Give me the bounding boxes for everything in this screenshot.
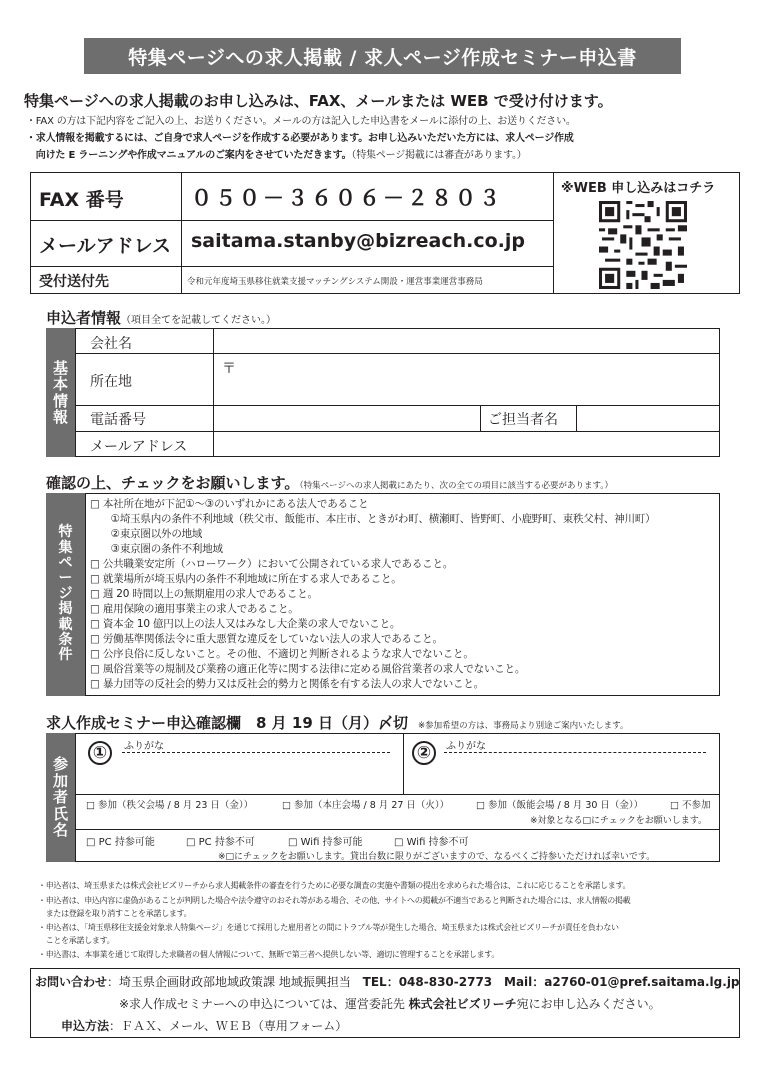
fine-print-line: ・申込者は、埼玉県または株式会社ビズリーチから求人掲載条件の審査を行うために必要な調査の実施や書類の提出を求められた場合は、これに応じることを承諾します。 [38, 881, 631, 890]
wifi-bring-checkbox[interactable]: □ Wifi 持参可能 [288, 837, 363, 848]
destination-value: 令和元年度埼玉県移住就業支援マッチングシステム開設・運営事業運営事務局 [187, 277, 483, 287]
check-item[interactable]: □ 公共職業安定所（ハローワーク）において公開されている求人であること。 [90, 558, 454, 570]
note-elearning: 向けた E ラーニングや作成マニュアルのご案内をさせていただきます。（特集ページ掲載には審査があります。） [26, 150, 527, 161]
postal-mark: 〒 [222, 361, 236, 377]
furigana-label-2: ふりがな [446, 741, 486, 752]
fine-print-line: ・申込書は、本事業を通じて取得した求職者の個人情報について、無断で第三者へ提供しない等、適切に管理することを承諾します。 [38, 950, 500, 959]
furigana-label-1: ふりがな [124, 741, 164, 752]
check-item[interactable]: □ 資本金 10 億円以上の法人又はみなし大企業の求人でないこと。 [90, 618, 401, 630]
person-field[interactable] [577, 406, 719, 431]
destination-label: 受付送付先 [39, 274, 109, 290]
seminar-table [75, 733, 720, 862]
company-label: 会社名 [90, 336, 132, 352]
qr-code-icon[interactable] [599, 201, 687, 289]
pc-no-bring-checkbox[interactable]: □ PC 持参不可 [186, 837, 255, 848]
fax-label: FAX 番号 [39, 189, 124, 211]
apply-method-line: 申込方法：ＦＡＸ、メール、ＷＥＢ（専用フォーム） [61, 1019, 348, 1033]
inquiry-box [30, 968, 740, 1038]
pc-bring-checkbox[interactable]: □ PC 持参可能 [86, 837, 155, 848]
venue-chichibu-checkbox[interactable]: □ 参加（秩父会場 / 8 月 23 日（金）） [86, 800, 254, 811]
person-label: ご担当者名 [488, 412, 558, 428]
lead-text: 特集ページへの求人掲載のお申し込みは、FAX、メールまたは WEB で受け付けます。 [24, 92, 613, 110]
fine-print-line: ことを承諾します。 [38, 936, 115, 945]
participant-2-name-field[interactable] [444, 754, 714, 790]
check-item[interactable]: □ 公序良俗に反しないこと。その他、不適切と判断されるような求人でないこと。 [90, 648, 474, 660]
fine-print-line: ・申込者は、「埼玉県移住支援金対象求人特集ページ」を通じて採用した雇用者との間にトラブル等が発生した場合、埼玉県または株式会社ビズリーチが責任を負わない [38, 923, 619, 932]
check-item[interactable]: □ 週 20 時間以上の無期雇用の求人であること。 [90, 588, 318, 600]
company-field[interactable] [214, 329, 719, 353]
check-item[interactable]: □ 本社所在地が下記①～③のいずれかにある法人であること [90, 498, 369, 510]
email-label: メールアドレス [90, 439, 188, 455]
applicant-side-label: 基 本 情 報 [46, 328, 75, 457]
address-field[interactable] [214, 354, 719, 405]
inquiry-mail-link[interactable]: Mail：a2760-01@pref.saitama.lg.jp [504, 975, 740, 989]
phone-label: 電話番号 [90, 412, 146, 428]
address-label: 所在地 [90, 374, 132, 390]
check-item[interactable]: □ 就業場所が埼玉県内の条件不利地域に所在する求人であること。 [90, 573, 402, 585]
check-item[interactable]: □ 暴力団等の反社会的勢力又は反社会的勢力と関係を有する法人の求人でないこと。 [90, 678, 484, 690]
seminar-side-label: 参 加 者 氏 名 [46, 733, 75, 862]
venue-note: ※対象となる□にチェックをお願いします。 [530, 816, 708, 826]
venue-hanno-checkbox[interactable]: □ 参加（飯能会場 / 8 月 30 日（金）） [476, 800, 644, 811]
mail-address[interactable]: saitama.stanby@bizreach.co.jp [191, 230, 526, 252]
check-heading: 確認の上、チェックをお願いします。（特集ページへの求人掲載にあたり、次の全ての項目に該当する必要があります。） [46, 474, 614, 492]
fax-number: ０５０－３６０６－２８０３ [191, 186, 503, 210]
note-fax-mail: ・FAX の方は下記内容をご記入の上、お送りください。メールの方は記入した申込書をメールに添付の上、お送りください。 [26, 116, 576, 127]
participant-1-number: ① [88, 741, 112, 765]
phone-field[interactable] [214, 406, 480, 431]
inquiry-line: お問い合わせ：埼玉県企画財政部地域政策課 地域振興担当 TEL：048-830-2773 Mail：a2760-01@pref.saitama.lg.jp [35, 975, 740, 989]
email-field[interactable] [214, 432, 719, 456]
fine-print-line: ・申込者は、申込内容に虚偽があることが判明した場合や法令遵守のおそれ等がある場合、その他、サイトへの掲載が不適当であると判断された場合には、求人情報の掲載 [38, 896, 631, 905]
wifi-no-bring-checkbox[interactable]: □ Wifi 持参不可 [394, 837, 469, 848]
mail-label: メールアドレス [39, 235, 172, 257]
check-item[interactable]: □ 風俗営業等の規制及び業務の適正化等に関する法律に定める風俗営業者の求人でないこと。 [90, 663, 526, 675]
check-subitem: ②東京圏以外の地域 [90, 528, 203, 540]
not-attending-checkbox[interactable]: □ 不参加 [670, 800, 711, 811]
seminar-contact-note: ※求人作成セミナーへの申込については、運営委託先 株式会社ビズリーチ宛にお申し込みください。 [119, 997, 661, 1011]
participant-1-name-field[interactable] [122, 754, 392, 790]
page-title: 特集ページへの求人掲載 / 求人ページ作成セミナー申込書 [84, 38, 681, 74]
contact-box [30, 172, 740, 294]
fine-print-line: または登録を取り消すことを承諾します。 [38, 909, 192, 918]
applicant-heading: 申込者情報（項目全てを記載してください。） [46, 309, 277, 327]
venue-honjo-checkbox[interactable]: □ 参加（本庄会場 / 8 月 27 日（火）） [282, 800, 450, 811]
check-subitem: ③東京圏の条件不利地域 [90, 543, 223, 555]
participant-2-number: ② [412, 741, 436, 765]
web-apply-label: ※WEB 申し込みはコチラ [561, 181, 716, 196]
check-list [85, 493, 720, 696]
pc-note: ※□にチェックをお願いします。貸出台数に限りがございますので、なるべくご持参いただければ幸いです。 [218, 852, 656, 862]
check-item[interactable]: □ 労働基準関係法令に重大悪質な違反をしていない法人の求人であること。 [90, 633, 443, 645]
note-job-page: ・求人情報を掲載するには、ご自身で求人ページを作成する必要があります。お申し込みいただいた方には、求人ページ作成 [26, 133, 574, 144]
applicant-table [75, 328, 720, 457]
check-item[interactable]: □ 雇用保険の適用事業主の求人であること。 [90, 603, 299, 615]
check-side-label: 特 集 ペ ー ジ 掲 載 条 件 [46, 493, 85, 696]
seminar-heading: 求人作成セミナー申込確認欄 8 月 19 日（月）〆切 ※参加希望の方は、事務局より別途ご案内いたします。 [46, 714, 629, 732]
check-subitem: ①埼玉県内の条件不利地域（秩父市、飯能市、本庄市、ときがわ町、横瀬町、皆野町、小鹿野町、東秩父村、神川町） [90, 513, 656, 525]
